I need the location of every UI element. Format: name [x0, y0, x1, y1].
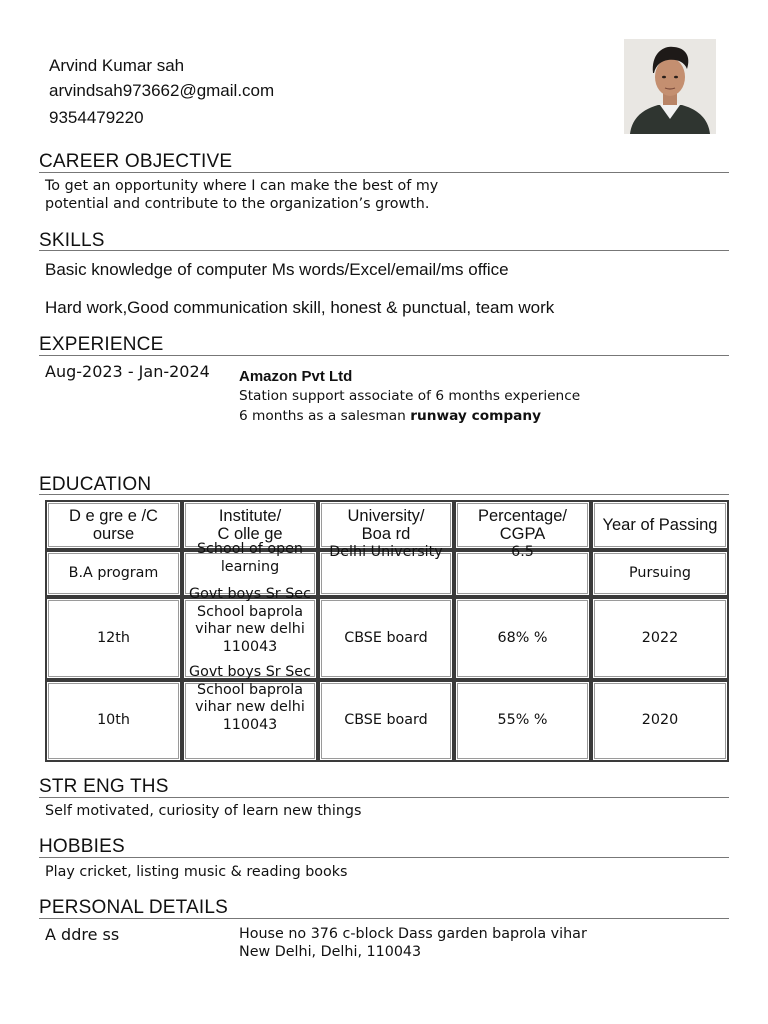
experience-line-2 — [239, 408, 541, 424]
cell-text: B.A program — [68, 564, 159, 581]
address-line-2: New Delhi, Delhi, 110043 — [239, 944, 422, 960]
experience-line-2-text: 6 months as a salesman — [239, 408, 411, 424]
experience-line-1: Station support associate of 6 months experience — [239, 388, 581, 404]
header-text: C olle ge — [217, 525, 283, 543]
table-row-12th-percentage — [454, 597, 591, 680]
address-label: A ddre ss — [45, 925, 120, 944]
hobbies-divider — [39, 857, 729, 858]
education-divider — [39, 494, 729, 495]
cell-text: Govt boys Sr Sec — [189, 664, 311, 680]
cell-text: School baprola — [197, 603, 303, 620]
header-text: CGPA — [499, 525, 546, 543]
hobbies-text: Play cricket, listing music & reading books — [45, 864, 348, 880]
personal-details-divider — [39, 918, 729, 919]
cell-text: CBSE board — [344, 712, 428, 729]
cell-text: vihar new delhi — [195, 621, 305, 637]
candidate-phone: 9354479220 — [49, 108, 144, 127]
cell-text: CBSE board — [344, 629, 428, 646]
experience-dates: Aug-2023 - Jan-2024 — [45, 362, 210, 381]
cell-text: 2020 — [641, 712, 679, 729]
career-objective-divider — [39, 172, 729, 173]
table-row-ba-percentage: 6.5 — [511, 544, 534, 560]
strengths-text: Self motivated, curiosity of learn new things — [45, 803, 362, 819]
personal-details-heading: PERSONAL DETAILS — [39, 897, 229, 918]
skills-heading: SKILLS — [39, 230, 105, 251]
experience-divider — [39, 355, 729, 356]
header-text: University/ — [347, 507, 425, 525]
experience-company: Amazon Pvt Ltd — [239, 368, 353, 385]
table-row-10th-percentage — [454, 680, 591, 762]
experience-heading: EXPERIENCE — [39, 334, 164, 355]
table-row-10th-board — [318, 680, 454, 762]
header-text: Percentage/ — [478, 507, 567, 525]
table-row-ba-board: Delhi University — [329, 544, 443, 560]
experience-employer-bold: runway company — [410, 408, 542, 424]
header-text: Boa rd — [361, 525, 411, 543]
table-row-12th-board — [318, 597, 454, 680]
table-row-12th-degree — [45, 597, 182, 680]
education-header-percentage — [454, 500, 591, 550]
table-row-12th-year — [591, 597, 729, 680]
education-heading: EDUCATION — [39, 474, 152, 495]
education-header-year — [591, 500, 729, 550]
career-objective-line-2: potential and contribute to the organization’s growth. — [45, 196, 430, 212]
career-objective-heading: CAREER OBJECTIVE — [39, 151, 233, 172]
table-row-10th-degree — [45, 680, 182, 762]
candidate-name: Arvind Kumar sah — [49, 56, 185, 75]
header-text: D e gre e /C ourse — [69, 507, 158, 543]
table-row-10th-institute — [182, 664, 318, 734]
cell-text: School of open — [196, 541, 303, 557]
education-table — [45, 500, 729, 762]
cell-text: Pursuing — [629, 564, 691, 581]
cell-text: School baprola — [197, 681, 303, 698]
cell-text: 2022 — [641, 629, 679, 646]
cell-text: 110043 — [222, 638, 278, 655]
table-row-10th-year — [591, 680, 729, 762]
header-text: Institute/ — [218, 507, 282, 525]
table-row-ba-degree — [45, 550, 182, 597]
cell-text: 110043 — [222, 716, 278, 733]
cell-text: 10th — [97, 712, 130, 729]
table-row-12th-institute — [182, 586, 318, 656]
skill-item: Basic knowledge of computer Ms words/Excel/email/ms office — [45, 260, 509, 279]
candidate-email: arvindsah973662@gmail.com — [49, 81, 275, 100]
table-row-ba-institute — [182, 541, 318, 576]
education-header-degree — [45, 500, 182, 550]
cell-text: 68% % — [497, 629, 548, 646]
skill-item: Hard work,Good communication skill, honest & punctual, team work — [45, 298, 555, 317]
strengths-heading: STR ENG THS — [39, 776, 169, 797]
cell-text: learning — [220, 558, 280, 575]
table-row-ba-year — [591, 550, 729, 597]
cell-text: vihar new delhi — [195, 699, 305, 715]
cell-text: 12th — [97, 629, 130, 646]
cell-text: 55% % — [497, 712, 548, 729]
strengths-divider — [39, 797, 729, 798]
skills-divider — [39, 250, 729, 251]
cell-text: Govt boys Sr Sec — [189, 586, 311, 602]
education-header-board — [318, 500, 454, 550]
address-line-1: House no 376 c-block Dass garden baprola vihar — [239, 926, 587, 942]
career-objective-line-1: To get an opportunity where I can make the best of my — [45, 178, 439, 194]
header-text: Year of Passing — [602, 516, 718, 534]
hobbies-heading: HOBBIES — [39, 836, 125, 857]
profile-photo — [624, 39, 716, 134]
